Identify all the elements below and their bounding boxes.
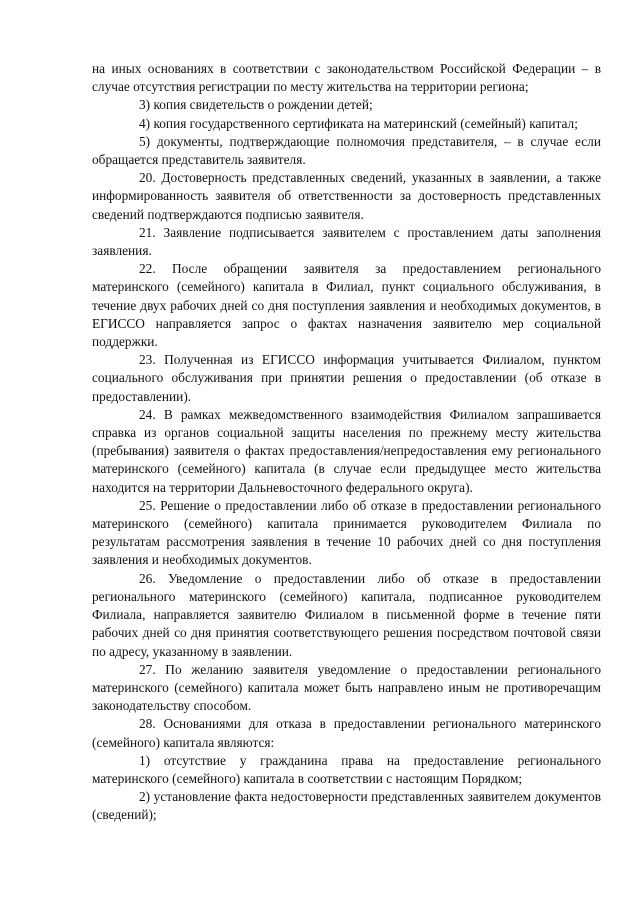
paragraph-item-3: 3) копия свидетельств о рождении детей; — [139, 97, 373, 113]
paragraph-27: 27. По желанию заявителя уведомление о предоставлении регионального материнского (семейного) капитала может быть направлено иным не противоречащим законодательству способом. — [92, 661, 601, 714]
paragraph-21: 21. Заявление подписывается заявителем с проставлением даты заполнения заявления. — [92, 224, 601, 259]
paragraph-28-item-1: 1) отсутствие у гражданина права на предоставление регионального материнского (семейного) капитала в соответствии с настоящим Порядком; — [92, 752, 601, 786]
paragraph-item-4: 4) копия государственного сертификата на материнский (семейный) капитал; — [139, 115, 578, 131]
paragraph-28-item-2: 2) установление факта недостоверности представленных заявителем документов (сведений); — [92, 789, 601, 823]
paragraph-item-5: 5) документы, подтверждающие полномочия представителя, – в случае если обращается представитель заявителя. — [92, 133, 601, 168]
paragraph-continuation: на иных основаниях в соответствии с законодательством Российской Федерации – в случае отсутствия регистрации по месту жительства на территории региона; — [92, 61, 601, 95]
paragraph-23: 23. Полученная из ЕГИССО информация учитывается Филиалом, пунктом социального обслуживания при принятии решения о предоставлении (об отказе в предоставлении). — [92, 352, 601, 404]
paragraph-24: 24. В рамках межведомственного взаимодействия Филиалом запрашивается справка из органов социальной защиты населения по прежнему месту жительства (пребывания) заявителя о фактах предоставления/непредоставления ему регионального материнского (семейного) капитала (в случае если предыдущее место жительства находится на территории Дальневосточного федерального округа). — [92, 406, 601, 495]
paragraph-22: 22. После обращении заявителя за предоставлением регионального материнского (семейного) капитала в Филиал, пункт социального обслуживания, в течение двух рабочих дней со дня поступления заявления и необходимых документов, в ЕГИССО направляется запрос о фактах назначения заявителю мер социальной поддержки. — [92, 261, 601, 350]
paragraph-26: 26. Уведомление о предоставлении либо об отказе в предоставлении регионального материнского (семейного) капитала, подписанное руководителем Филиала, направляется заявителю Филиалом в письменной форме в течение пяти рабочих дней со дня принятия соответствующего решения посредством почтовой связи по адресу, указанному в заявлении. — [92, 570, 601, 659]
paragraph-20: 20. Достоверность представленных сведений, указанных в заявлении, а также информированность заявителя об ответственности за достоверность представленных сведений подтверждаются подписью заявителя. — [92, 170, 601, 222]
paragraph-28: 28. Основаниями для отказа в предоставлении регионального материнского (семейного) капитала являются: — [92, 716, 601, 750]
paragraph-25: 25. Решение о предоставлении либо об отказе в предоставлении регионального материнского (семейного) капитала принимается руководителем Филиала по результатам рассмотрения заявления в течение 10 рабочих дней со дня поступления заявления и необходимых документов. — [92, 497, 601, 568]
document-page — [92, 60, 601, 825]
